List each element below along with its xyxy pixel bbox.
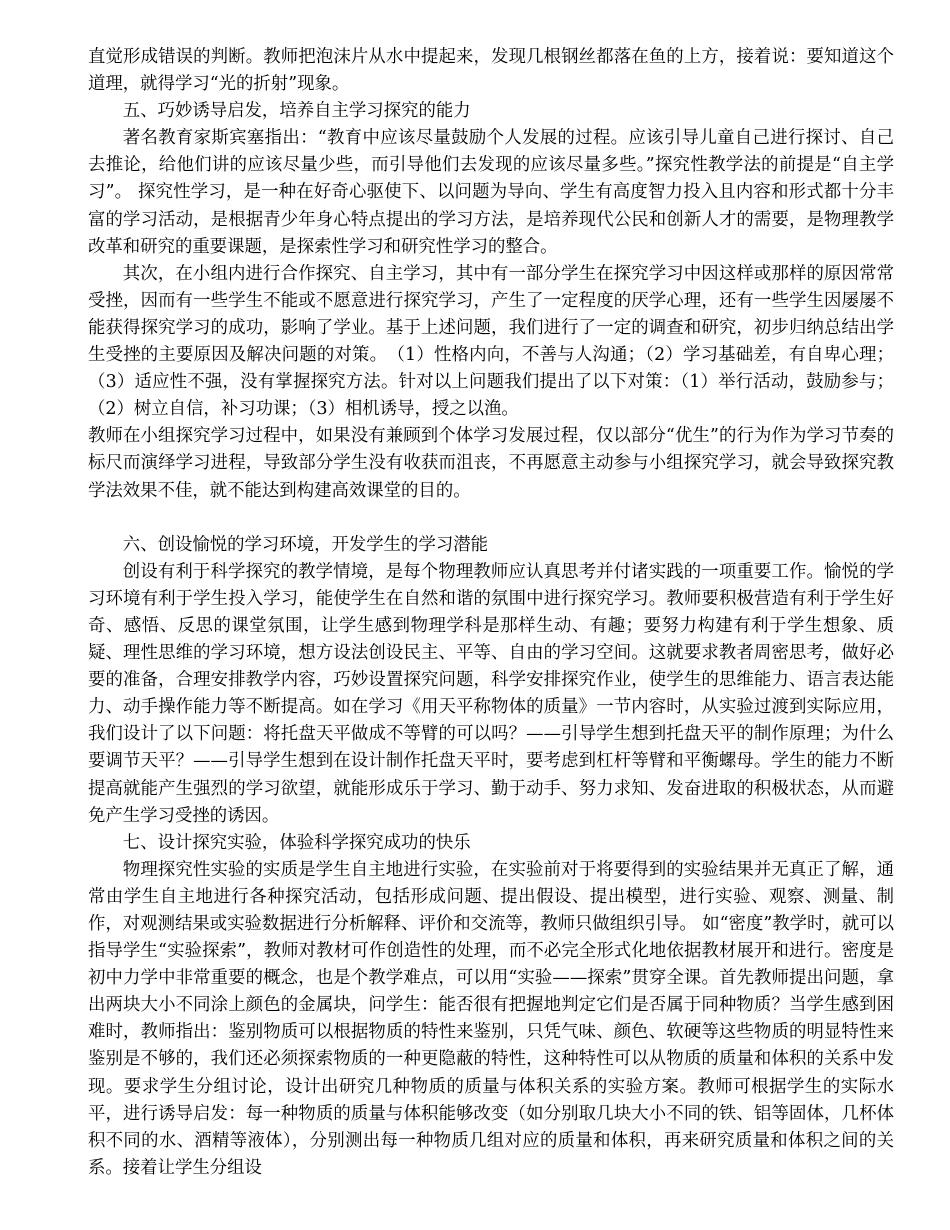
document-page <box>88 44 894 1182</box>
section-heading-7: 七、设计探究实验，体验科学探究成功的快乐 <box>122 832 471 853</box>
paragraph-experiment-design: 物理探究性实验的实质是学生自主地进行实验，在实验前对于将要得到的实验结果并无真正了解，通常由学生自主地进行各种探究活动，包括形成问题、提出假设、提出模型，进行实验、观察、测量、制作，对观测结果或实验数据进行分析解释、评价和交流等，教师只做组织引导。 如“密度”教学时，就可以指导学生“实验探索”，教师对教材可作创造性的处理，而不必完全形式化地依据教材展开和进行。密度是初中力学中非常重要的概念，也是个教学难点，可以用“实验——探索”贯穿全课。首先教师提出问题，拿出两块大小不同涂上颜色的金属块，问学生：能否很有把握地判定它们是否属于同种物质？当学生感到困难时，教师指出：鉴别物质可以根据物质的特性来鉴别，只凭气味、颜色、软硬等这些物质的明显特性来鉴别是不够的，我们还必须探索物质的一种更隐蔽的特性，这种特性可以从物质的质量和体积的关系中发现。要求学生分组讨论，设计出研究几种物质的质量与体积关系的实验方案。教师可根据学生的实际水平，进行诱导启发：每一种物质的质量与体积能够改变（如分别取几块大小不同的铁、铝等固体，几杯体积不同的水、酒精等液体），分别测出每一种物质几组对应的质量和体积，再来研究质量和体积之间的关系。接着让学生分组设 <box>88 859 894 1178</box>
paragraph-learning-environment: 创设有利于科学探究的教学情境，是每个物理教师应认真思考并付诸实践的一项重要工作。愉悦的学习环境有利于学生投入学习，能使学生在自然和谐的氛围中进行探究学习。教师要积极营造有利于学生好奇、感悟、反思的课堂氛围，让学生感到物理学科是那样生动、有趣；要努力构建有利于学生想象、质疑、理性思维的学习环境，想方设法创设民主、平等、自由的学习空间。这就要求教者周密思考，做好必要的准备，合理安排教学内容，巧妙设置探究问题，科学安排探究作业，使学生的思维能力、语言表达能力、动手操作能力等不断提高。如在学习《用天平称物体的质量》一节内容时，从实验过渡到实际应用，我们设计了以下问题：将托盘天平做成不等臂的可以吗？——引导学生想到托盘天平的制作原理；为什么要调节天平？——引导学生想到在设计制作托盘天平时，要考虑到杠杆等臂和平衡螺母。学生的能力不断提高就能产生强烈的学习欲望，就能形成乐于学习、勤于动手、努力求知、发奋进取的积极状态，从而避免产生学习受挫的诱因。 <box>88 561 894 826</box>
section-heading-6: 六、创设愉悦的学习环境，开发学生的学习潜能 <box>122 534 489 555</box>
paragraph-teacher-note: 教师在小组探究学习过程中，如果没有兼顾到个体学习发展过程，仅以部分“优生”的行为作为学习节奏的标尺而演绎学习进程，导致部分学生没有收获而沮丧，不再愿意主动参与小组探究学习，就会导致探究教学法效果不佳，就不能达到构建高效课堂的目的。 <box>88 426 894 501</box>
section-heading-5: 五、巧妙诱导启发，培养自主学习探究的能力 <box>122 101 471 122</box>
blank-line <box>88 505 894 532</box>
paragraph-spencer-quote: 著名教育家斯宾塞指出：“教育中应该尽量鼓励个人发展的过程。应该引导儿童自己进行探讨、自己去推论，给他们讲的应该尽量少些，而引导他们去发现的应该尽量多些。”探究性教学法的前提是“自主学习”。 探究性学习，是一种在好奇心驱使下、以问题为导向、学生有高度智力投入且内容和形式都十分丰富的学习活动，是根据青少年身心特点提出的学习方法，是培养现代公民和创新人才的需要，是物理教学改革和研究的重要课题，是探索性学习和研究性学习的整合。 <box>88 128 894 257</box>
paragraph-group-inquiry: 其次，在小组内进行合作探究、自主学习，其中有一部分学生在探究学习中因这样或那样的原因常常受挫，因而有一些学生不能或不愿意进行探究学习，产生了一定程度的厌学心理，还有一些学生因屡屡不能获得探究学习的成功，影响了学业。基于上述问题，我们进行了一定的调查和研究，初步归纳总结出学生受挫的主要原因及解决问题的对策。 （1）性格内向，不善与人沟通；（2）学习基础差，有自卑心理；（3）适应性不强，没有掌握探究方法。针对以上问题我们提出了以下对策：（1）举行活动，鼓励参与；（2）树立自信，补习功课；（3）相机诱导，授之以渔。 <box>88 263 894 420</box>
paragraph-continuation: 直觉形成错误的判断。教师把泡沫片从水中提起来，发现几根钢丝都落在鱼的上方，接着说：要知道这个道理，就得学习“光的折射”现象。 <box>88 47 894 95</box>
